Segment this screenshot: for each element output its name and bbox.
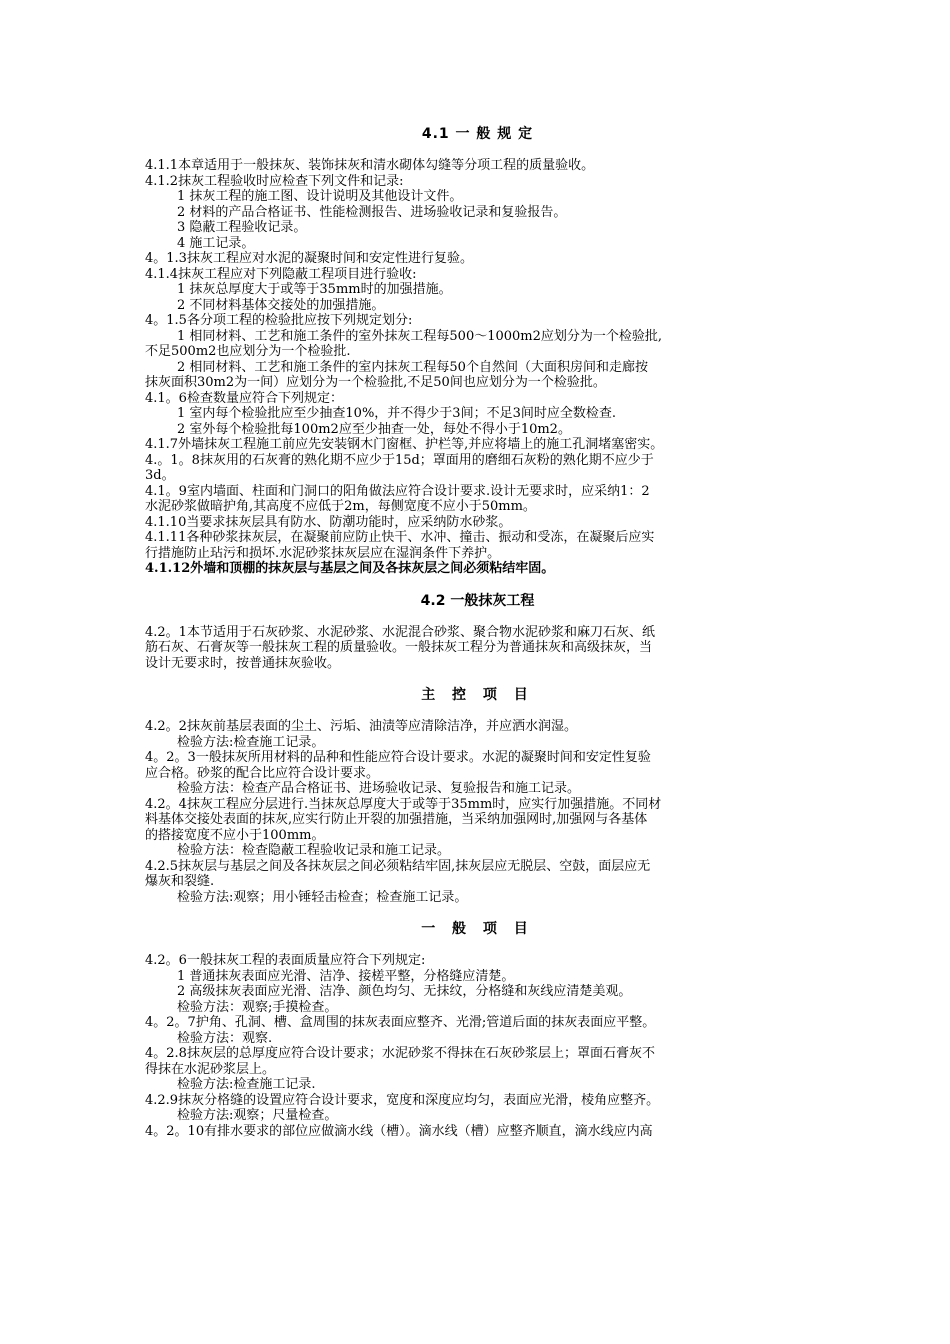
section-title-4-2: 4.2 一般抹灰工程 <box>420 592 535 609</box>
inspection-method: 检验方法:检查施工记录. <box>177 1077 316 1092</box>
clause-4-1-4: 4.1.4抹灰工程应对下列隐蔽工程项目进行验收: <box>145 266 417 282</box>
list-item: 1 普通抹灰表面应光滑、洁净、接槎平整，分格缝应清楚。 <box>177 968 515 984</box>
clause-4-1-6: 4.1。6检查数量应符合下列规定： <box>145 390 343 406</box>
inspection-method: 检验方法：检查隐蔽工程验收记录和施工记录。 <box>177 843 451 858</box>
clause-4-1-7: 4.1.7外墙抹灰工程施工前应先安装钢木门窗框、护栏等,并应将墙上的施工孔洞堵塞密实。 <box>145 437 664 452</box>
clause-4-1-1: 4.1.1本章适用于一般抹灰、装饰抹灰和清水砌体勾缝等分项工程的质量验收。 <box>145 158 595 173</box>
text-line: 爆灰和裂缝. <box>145 874 215 889</box>
list-item: 1 相同材料、工艺和施工条件的室外抹灰工程每500～1000m2应划分为一个检验批, <box>177 328 663 344</box>
list-item: 2 相同材料、工艺和施工条件的室内抹灰工程每50个自然间（大面积房间和走廊按 <box>177 359 648 375</box>
section-title-4-1: 4.1 一 般 规 定 <box>421 126 534 142</box>
text-line: 不足500m2也应划分为一个检验批. <box>145 344 351 359</box>
text-line: 抹灰面积30m2为一间）应划分为一个检验批,不足50间也应划分为一个检验批。 <box>145 375 606 390</box>
clause-4-2-8: 4。2.8抹灰层的总厚度应符合设计要求；水泥砂浆不得抹在石灰砂浆层上；罩面石膏灰不 <box>145 1046 655 1061</box>
inspection-method: 检验方法：观察;手摸检查。 <box>177 999 338 1015</box>
clause-4-1-9: 4.1。9室内墙面、柱面和门洞口的阳角做法应符合设计要求.设计无要求时，应采纳1：2 <box>145 483 650 499</box>
text-line: 料基体交接处表面的抹灰,应实行防止开裂的加强措施，当采纳加强网时,加强网与各基体 <box>145 812 648 827</box>
inspection-method: 检验方法:观察；尺量检查。 <box>177 1108 338 1123</box>
list-item: 4 施工记录。 <box>177 235 255 251</box>
clause-4-2-2: 4.2。2抹灰前基层表面的尘土、污垢、油渍等应清除洁净，并应洒水润湿。 <box>145 719 577 734</box>
inspection-method: 检验方法:观察；用小锤轻击检查；检查施工记录。 <box>177 889 468 905</box>
clause-4-2-6: 4.2。6一般抹灰工程的表面质量应符合下列规定: <box>145 953 426 968</box>
inspection-method: 检验方法:检查施工记录。 <box>177 734 325 750</box>
text-line: 水泥砂浆做暗护角,其高度不应低于2m，每侧宽度不应小于50mm。 <box>145 499 536 514</box>
clause-4-2-4: 4.2。4抹灰工程应分层进行.当抹灰总厚度大于或等于35mm时，应实行加强措施。不同材 <box>145 796 662 812</box>
clause-4-1-2: 4.1.2抹灰工程验收时应检查下列文件和记录: <box>145 173 404 189</box>
clause-4-1-5: 4。1.5各分项工程的检验批应按下列规定划分: <box>145 313 413 328</box>
list-item: 2 室外每个检验批每100m2应至少抽查一处，每处不得小于10m2。 <box>177 421 571 437</box>
text-line: 应合格。砂浆的配合比应符合设计要求。 <box>145 765 380 781</box>
inspection-method: 检验方法：观察. <box>177 1030 273 1046</box>
clause-4-1-10: 4.1.10当要求抹灰层具有防水、防潮功能时，应采纳防水砂浆。 <box>145 514 512 530</box>
text-line: 得抹在水泥砂浆层上。 <box>145 1061 276 1077</box>
clause-4-2-10: 4。2。10有排水要求的部位应做滴水线（槽）。滴水线（槽）应整齐顺直，滴水线应内高 <box>145 1123 653 1139</box>
clause-4-1-8: 4.。1。8抹灰用的石灰膏的熟化期不应少于15d；罩面用的磨细石灰粉的熟化期不应少于 <box>145 452 654 468</box>
clause-4-2-1: 4.2。1本节适用于石灰砂浆、水泥砂浆、水泥混合砂浆、聚合物水泥砂浆和麻刀石灰、纸 <box>145 624 655 640</box>
text-line: 行措施防止玷污和损坏.水泥砂浆抹灰层应在湿润条件下养护。 <box>145 545 501 561</box>
clause-4-2-9: 4.2.9抹灰分格缝的设置应符合设计要求，宽度和深度应均匀，表面应光滑，棱角应整齐。 <box>145 1092 660 1108</box>
list-item: 1 室内每个检验批应至少抽查10%，并不得少于3间；不足3间时应全数检查. <box>177 406 616 421</box>
clause-4-2-5: 4.2.5抹灰层与基层之间及各抹灰层之间必须粘结牢固,抹灰层应无脱层、空鼓，面层应无 <box>145 858 651 874</box>
text-line: 筋石灰、石膏灰等一般抹灰工程的质量验收。一般抹灰工程分为普通抹灰和高级抹灰，当 <box>145 640 653 655</box>
list-item: 1 抹灰工程的施工图、设计说明及其他设计文件。 <box>177 189 463 204</box>
text-line: 3d。 <box>145 468 175 483</box>
list-item: 2 材料的产品合格证书、性能检测报告、进场验收记录和复验报告。 <box>177 204 567 220</box>
clause-4-1-12: 4.1.12外墙和顶棚的抹灰层与基层之间及各抹灰层之间必须粘结牢固。 <box>145 561 555 576</box>
subsection-title-main-control: 主 控 项 目 <box>421 687 534 703</box>
inspection-method: 检验方法：检查产品合格证书、进场验收记录、复验报告和施工记录。 <box>177 781 581 796</box>
clause-4-2-3: 4。2。3一般抹灰所用材料的品种和性能应符合设计要求。水泥的凝聚时间和安定性复验 <box>145 750 651 765</box>
list-item: 1 抹灰总厚度大于或等于35mm时的加强措施。 <box>177 282 452 297</box>
document-page <box>145 124 810 1139</box>
list-item: 3 隐蔽工程验收记录。 <box>177 220 307 235</box>
text-line: 设计无要求时，按普通抹灰验收。 <box>145 655 341 671</box>
clause-4-2-7: 4。2。7护角、孔洞、槽、盒周围的抹灰表面应整齐、光滑;管道后面的抹灰表面应平整。 <box>145 1015 656 1030</box>
clause-4-1-3: 4。1.3抹灰工程应对水泥的凝聚时间和安定性进行复验。 <box>145 251 473 266</box>
list-item: 2 不同材料基体交接处的加强措施。 <box>177 297 385 313</box>
clause-4-1-11: 4.1.11各种砂浆抹灰层，在凝聚前应防止快干、水冲、撞击、振动和受冻，在凝聚后应实 <box>145 530 655 545</box>
list-item: 2 高级抹灰表面应光滑、洁净、颜色均匀、无抹纹，分格缝和灰线应清楚美观。 <box>177 984 632 999</box>
subsection-title-general: 一 般 项 目 <box>421 921 534 937</box>
text-line: 的搭接宽度不应小于100mm。 <box>145 827 325 843</box>
